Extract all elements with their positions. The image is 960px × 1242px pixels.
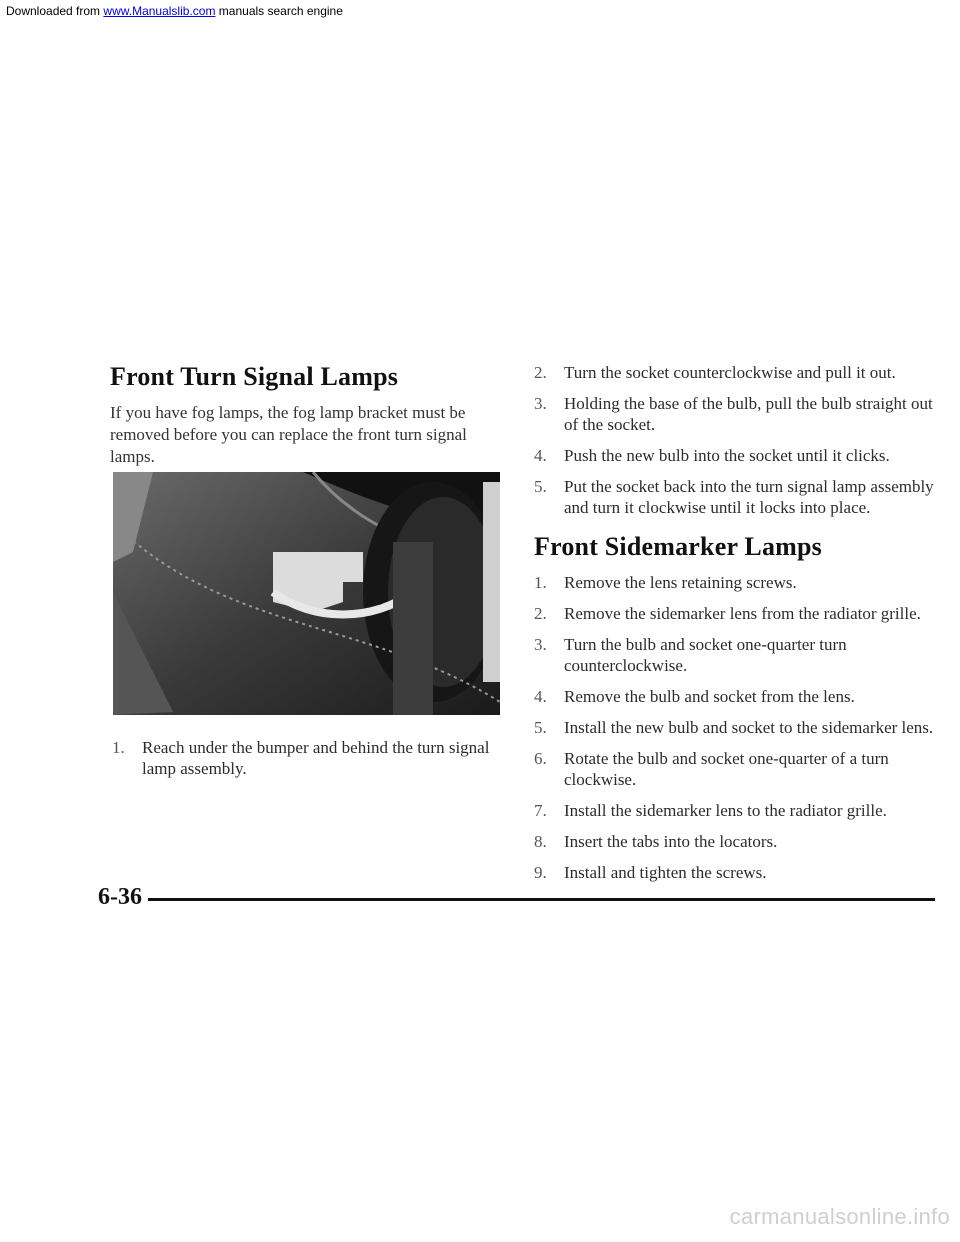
list-item bbox=[534, 603, 934, 624]
list-item bbox=[534, 634, 934, 676]
step-text: Turn the bulb and socket one-quarter turn counterclockwise. bbox=[564, 635, 847, 675]
sidemarker-steps bbox=[534, 572, 934, 883]
step-number: 2. bbox=[534, 363, 547, 382]
list-item bbox=[534, 686, 934, 707]
download-banner bbox=[0, 0, 349, 22]
banner-prefix: Downloaded from bbox=[6, 4, 101, 18]
step-text: Rotate the bulb and socket one-quarter of a turn clockwise. bbox=[564, 749, 889, 789]
step-text: Put the socket back into the turn signal lamp assembly and turn it clockwise until it locks into place. bbox=[564, 477, 934, 517]
step-number: 4. bbox=[534, 687, 547, 706]
bulb-socket-photo bbox=[113, 472, 500, 715]
list-item bbox=[112, 737, 512, 779]
step-text: Reach under the bumper and behind the turn signal lamp assembly. bbox=[142, 738, 490, 778]
step-number: 4. bbox=[534, 446, 547, 465]
step-text: Insert the tabs into the locators. bbox=[564, 832, 778, 851]
step-text: Remove the lens retaining screws. bbox=[564, 573, 797, 592]
step-text: Push the new bulb into the socket until it clicks. bbox=[564, 446, 890, 465]
list-item bbox=[534, 831, 934, 852]
footer-divider bbox=[148, 898, 935, 901]
left-steps bbox=[112, 737, 512, 789]
step-number: 1. bbox=[534, 573, 547, 592]
step-text: Remove the sidemarker lens from the radiator grille. bbox=[564, 604, 921, 623]
step-number: 3. bbox=[534, 394, 547, 413]
front-sidemarker-title: Front Sidemarker Lamps bbox=[534, 532, 823, 561]
manualslib-link[interactable]: www.Manualslib.com bbox=[103, 4, 216, 18]
intro-paragraph: If you have fog lamps, the fog lamp bracket must be removed before you can replace the front turn signal lamps. bbox=[110, 403, 467, 466]
page-number: 6-36 bbox=[98, 884, 142, 910]
turn-signal-steps bbox=[534, 362, 934, 518]
photo-illustration bbox=[113, 472, 500, 715]
watermark: carmanualsonline.info bbox=[729, 1204, 950, 1229]
list-item bbox=[534, 362, 934, 383]
step-number: 3. bbox=[534, 635, 547, 654]
step-text: Install the new bulb and socket to the sidemarker lens. bbox=[564, 718, 934, 737]
step-text: Remove the bulb and socket from the lens. bbox=[564, 687, 855, 706]
step-number: 5. bbox=[534, 718, 547, 737]
step-text: Install and tighten the screws. bbox=[564, 863, 767, 882]
step-text: Install the sidemarker lens to the radiator grille. bbox=[564, 801, 887, 820]
list-item bbox=[534, 800, 934, 821]
front-turn-signal-title: Front Turn Signal Lamps bbox=[110, 362, 399, 391]
step-number: 7. bbox=[534, 801, 547, 820]
left-column bbox=[110, 362, 502, 468]
list-item bbox=[534, 393, 934, 435]
list-item bbox=[534, 445, 934, 466]
step-number: 2. bbox=[534, 604, 547, 623]
list-item bbox=[534, 717, 934, 738]
list-item bbox=[534, 862, 934, 883]
list-item bbox=[534, 748, 934, 790]
step-number: 6. bbox=[534, 749, 547, 768]
right-column bbox=[534, 362, 934, 893]
banner-suffix: manuals search engine bbox=[218, 4, 343, 18]
step-text: Holding the base of the bulb, pull the bulb straight out of the socket. bbox=[564, 394, 933, 434]
step-number: 9. bbox=[534, 863, 547, 882]
step-text: Turn the socket counterclockwise and pull it out. bbox=[564, 363, 896, 382]
list-item bbox=[534, 476, 934, 518]
step-number: 8. bbox=[534, 832, 547, 851]
step-number: 5. bbox=[534, 477, 547, 496]
step-number: 1. bbox=[112, 738, 125, 757]
list-item bbox=[534, 572, 934, 593]
